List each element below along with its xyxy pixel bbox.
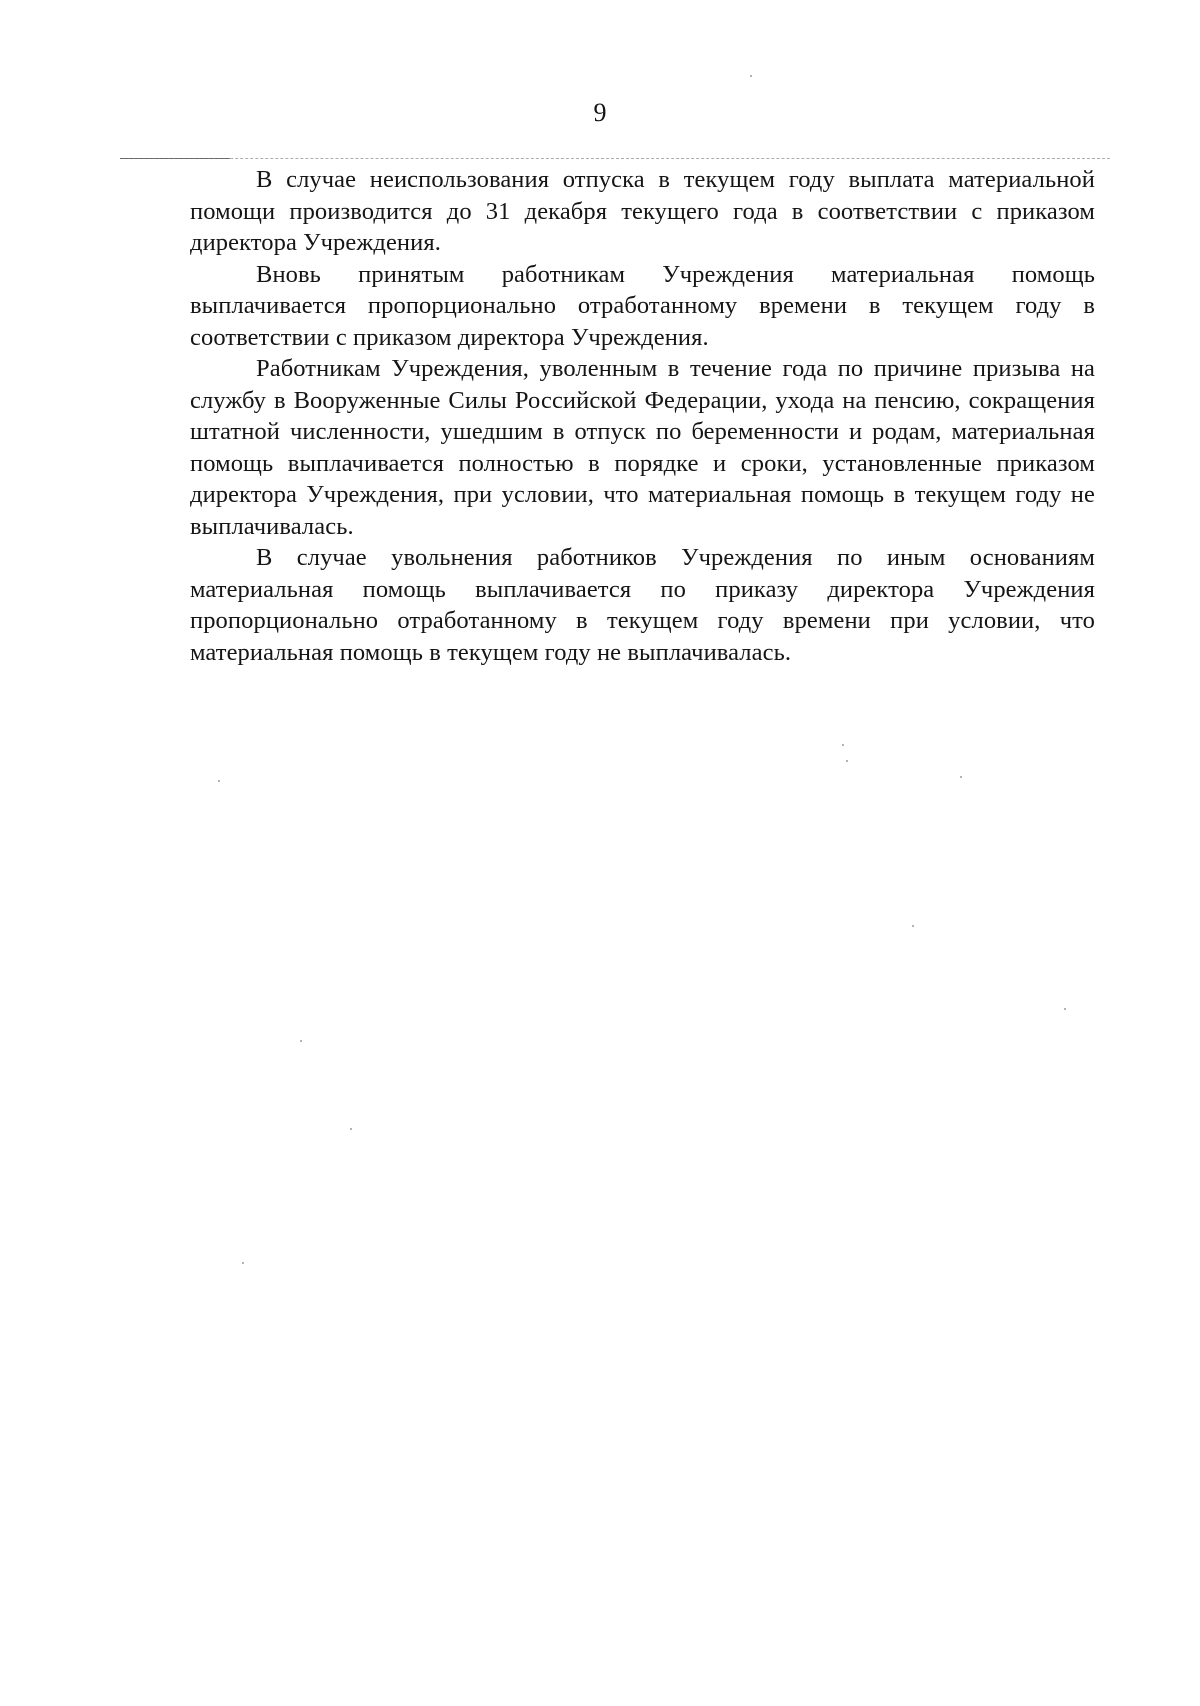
paragraph-new-employees: Вновь принятым работникам Учреждения материальная помощь выплачивается пропорционально отработанному времени в текущем году в соответствии с приказом директора Учреждения.	[190, 260, 1095, 351]
scan-speck	[842, 744, 844, 746]
document-body	[190, 164, 1095, 668]
scan-speck	[750, 75, 752, 77]
paragraph-unused-leave: В случае неиспользования отпуска в текущем году выплата материальной помощи производится до 31 декабря текущего года в соответствии с приказом директора Учреждения.	[190, 166, 1095, 256]
scan-speck	[960, 776, 962, 778]
scan-artifact-line-solid	[120, 158, 230, 159]
scan-artifact-line	[120, 158, 1110, 159]
paragraph-other-dismissal: В случае увольнения работников Учреждения по иным основаниям материальная помощь выплачивается по приказу директора Учреждения пропорционально отработанному в текущем году времени при условии, что материальная помощь в текущем году не выплачивалась.	[190, 544, 1095, 666]
scan-speck	[1064, 1008, 1066, 1010]
page-number: 9	[593, 98, 607, 127]
scan-speck	[846, 760, 848, 762]
scan-speck	[350, 1128, 352, 1130]
scan-speck	[218, 780, 220, 782]
scan-speck	[912, 925, 914, 927]
scan-speck	[300, 1040, 302, 1042]
scan-speck	[242, 1262, 244, 1264]
paragraph-dismissed-employees: Работникам Учреждения, уволенным в течение года по причине призыва на службу в Вооруженные Силы Российской Федерации, ухода на пенсию, сокращения штатной численности, ушедшим в отпуск по беременности и родам, материальная помощь выплачивается полностью в порядке и сроки, установленные приказом директора Учреждения, при условии, что материальная помощь в текущем году не выплачивалась.	[190, 355, 1095, 540]
